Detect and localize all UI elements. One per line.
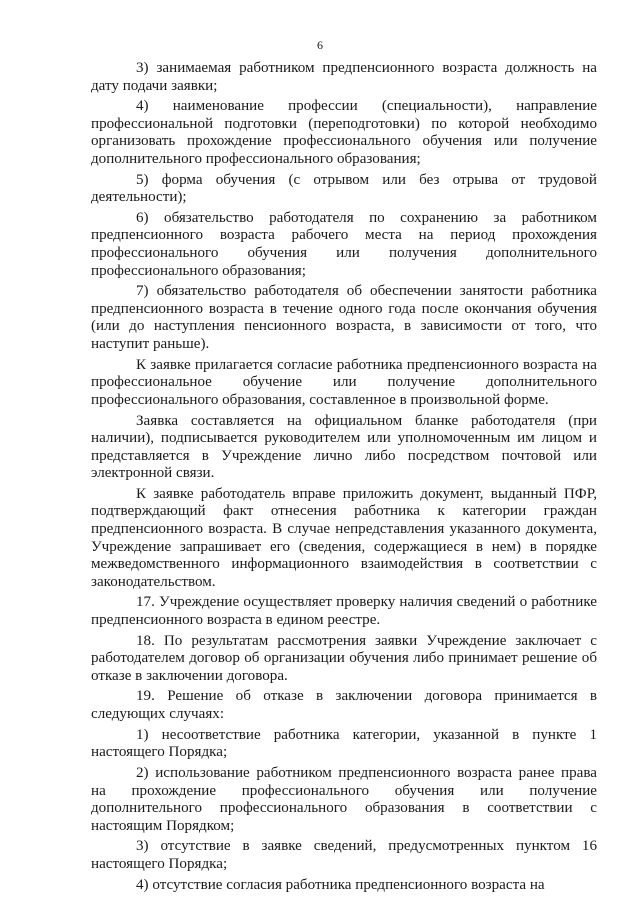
paragraph-item-3: 3) занимаемая работником предпенсионного возраста должность на дату подачи заявки; — [91, 60, 597, 94]
paragraph-application-form: Заявка составляется на официальном бланке работодателя (при наличии), подписывается руководителем или уполномоченным им лицом и представляется в Учреждение лично либо посредством почтовой или электронной связи. — [91, 412, 597, 482]
paragraph-18: 18. По результатам рассмотрения заявки Учреждение заключает с работодателем договор об организации обучения либо принимает решение об отказе в заключении договора. — [91, 632, 597, 684]
paragraph-item-7: 7) обязательство работодателя об обеспечении занятости работника предпенсионного возраста в течение одного года после окончания обучения (или до наступления пенсионного возраста, в зависимости от того, что наступит раньше). — [91, 283, 597, 352]
refusal-case-3: 3) отсутствие в заявке сведений, предусмотренных пунктом 16 настоящего Порядка; — [91, 838, 597, 872]
paragraph-pfr-document: К заявке работодатель вправе приложить документ, выданный ПФР, подтверждающий факт отнесения работника к категории граждан предпенсионного возраста. В случае непредставления указанного документа, Учреждение запрашивает его (сведения, содержащиеся в нем) в порядке межведомственного информационного взаимодействия в соответствии с законодательством. — [91, 485, 597, 590]
page-number: 6 — [317, 38, 323, 52]
refusal-case-1: 1) несоответствие работника категории, указанной в пункте 1 настоящего Порядка; — [91, 726, 597, 761]
document-body — [91, 60, 597, 897]
paragraph-item-4: 4) наименование профессии (специальности), направление профессиональной подготовки (переподготовки) по которой необходимо организовать прохождение профессионального обучения или получение дополнительного профессионального образования; — [91, 98, 597, 167]
paragraph-consent: К заявке прилагается согласие работника предпенсионного возраста на профессиональное обучение или получение дополнительного профессионального образования, составленное в произвольной форме. — [91, 356, 597, 408]
paragraph-item-6: 6) обязательство работодателя по сохранению за работником предпенсионного возраста рабочего места на период прохождения профессионального обучения или получения дополнительного профессионального образования; — [91, 209, 597, 279]
refusal-case-4: 4) отсутствие согласия работника предпенсионного возраста на — [136, 876, 545, 893]
paragraph-17: 17. Учреждение осуществляет проверку наличия сведений о работнике предпенсионного возраста в едином реестре. — [91, 594, 597, 628]
refusal-case-2: 2) использование работником предпенсионного возраста ранее права на прохождение профессионального обучения или получение дополнительного профессионального образования в соответствии с настоящим Порядком; — [91, 765, 597, 834]
paragraph-item-5: 5) форма обучения (с отрывом или без отрыва от трудовой деятельности); — [91, 171, 597, 206]
paragraph-19: 19. Решение об отказе в заключении договора принимается в следующих случаях: — [91, 688, 597, 723]
